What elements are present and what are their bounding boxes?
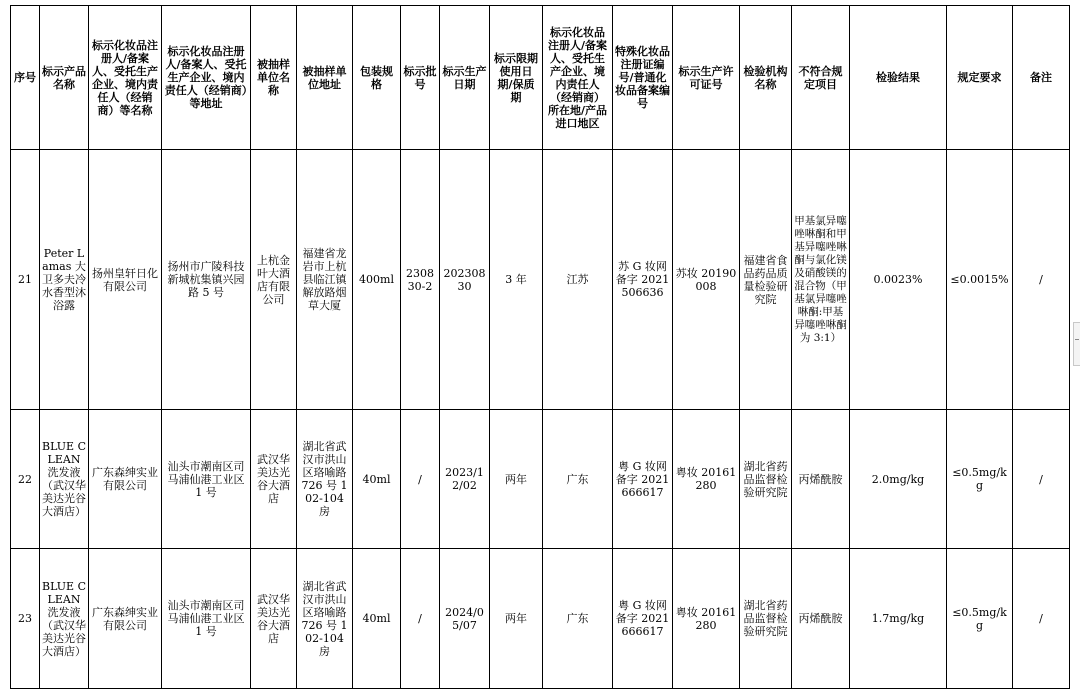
cell-batch: 230830-2 xyxy=(401,150,440,410)
header-cell: 不符合规定项目 xyxy=(792,6,850,150)
cell-company-address: 汕头市潮南区司马浦仙港工业区 1 号 xyxy=(162,549,251,689)
header-cell: 被抽样单位名称 xyxy=(251,6,297,150)
cell-item: 甲基氯异噻唑啉酮和甲基异噻唑啉酮与氯化镁及硝酸镁的混合物（甲基氯异噻唑啉酮:甲基异噻唑啉酮为 3:1） xyxy=(792,150,850,410)
cell-note: / xyxy=(1013,410,1070,549)
header-cell: 标示生产日期 xyxy=(440,6,490,150)
cell-result: 0.0023% xyxy=(850,150,947,410)
header-cell: 标示生产许可证号 xyxy=(673,6,740,150)
cell-sampled-unit: 上杭金叶大酒店有限公司 xyxy=(251,150,297,410)
header-cell: 标示批号 xyxy=(401,6,440,150)
cell-requirement: ≤0.5mg/kg xyxy=(947,410,1013,549)
cell-result: 2.0mg/kg xyxy=(850,410,947,549)
cell-region: 江苏 xyxy=(543,150,613,410)
cell-note: / xyxy=(1013,150,1070,410)
cell-company: 扬州皇轩日化有限公司 xyxy=(89,150,162,410)
cell-reg-no: 粤 G 妆网备字 2021666617 xyxy=(613,549,673,689)
cell-result: 1.7mg/kg xyxy=(850,549,947,689)
cell-batch: / xyxy=(401,549,440,689)
cell-shelf-life: 两年 xyxy=(490,410,543,549)
cell-product: Peter Lamas 大卫多夫冷水香型沐浴露 xyxy=(40,150,89,410)
cell-sampled-unit: 武汉华美达光谷大酒店 xyxy=(251,549,297,689)
cell-reg-no: 苏 G 妆网备字 2021506636 xyxy=(613,150,673,410)
cell-spec: 40ml xyxy=(353,410,401,549)
cell-lab: 湖北省药品监督检验研究院 xyxy=(740,410,792,549)
cell-shelf-life: 3 年 xyxy=(490,150,543,410)
cell-sampled-address: 福建省龙岩市上杭县临江镇解放路烟草大厦 xyxy=(297,150,353,410)
side-scroll-handle[interactable] xyxy=(1073,322,1080,366)
cell-region: 广东 xyxy=(543,410,613,549)
header-cell: 标示化妆品注册人/备案人、受托生产企业、境内责任人（经销商）等地址 xyxy=(162,6,251,150)
cell-seq: 23 xyxy=(11,549,40,689)
cell-product: BLUE CLEAN 洗发液（武汉华美达光谷大酒店） xyxy=(40,549,89,689)
header-cell: 被抽样单位地址 xyxy=(297,6,353,150)
header-cell: 序号 xyxy=(11,6,40,150)
header-cell: 备注 xyxy=(1013,6,1070,150)
header-cell: 特殊化妆品注册证编号/普通化妆品备案编号 xyxy=(613,6,673,150)
table-row xyxy=(11,150,1070,410)
header-cell: 检验结果 xyxy=(850,6,947,150)
header-cell: 标示化妆品注册人/备案人、受托生产企业、境内责任人（经销商）等名称 xyxy=(89,6,162,150)
header-cell: 标示限期使用日期/保质期 xyxy=(490,6,543,150)
header-cell: 标示产品名称 xyxy=(40,6,89,150)
cell-prod-date: 2023/12/02 xyxy=(440,410,490,549)
cell-seq: 21 xyxy=(11,150,40,410)
cell-batch: / xyxy=(401,410,440,549)
cell-note: / xyxy=(1013,549,1070,689)
cell-reg-no: 粤 G 妆网备字 2021666617 xyxy=(613,410,673,549)
cell-item: 丙烯酰胺 xyxy=(792,549,850,689)
header-cell: 包装规格 xyxy=(353,6,401,150)
header-cell: 规定要求 xyxy=(947,6,1013,150)
cell-license: 苏妆 20190008 xyxy=(673,150,740,410)
cell-lab: 湖北省药品监督检验研究院 xyxy=(740,549,792,689)
cell-company: 广东森绅实业有限公司 xyxy=(89,410,162,549)
cell-license: 粤妆 20161280 xyxy=(673,549,740,689)
cell-sampled-unit: 武汉华美达光谷大酒店 xyxy=(251,410,297,549)
table-header-row xyxy=(11,6,1070,150)
cell-prod-date: 20230830 xyxy=(440,150,490,410)
header-cell: 检验机构名称 xyxy=(740,6,792,150)
cell-prod-date: 2024/05/07 xyxy=(440,549,490,689)
cell-spec: 400ml xyxy=(353,150,401,410)
cell-seq: 22 xyxy=(11,410,40,549)
table-row xyxy=(11,549,1070,689)
cell-license: 粤妆 20161280 xyxy=(673,410,740,549)
cell-requirement: ≤0.5mg/kg xyxy=(947,549,1013,689)
cell-region: 广东 xyxy=(543,549,613,689)
cell-item: 丙烯酰胺 xyxy=(792,410,850,549)
cell-company-address: 扬州市广陵科技新城杭集镇兴园路 5 号 xyxy=(162,150,251,410)
table-row xyxy=(11,410,1070,549)
cell-sampled-address: 湖北省武汉市洪山区珞喻路 726 号 102-104 房 xyxy=(297,549,353,689)
header-cell: 标示化妆品注册人/备案人、受托生产企业、境内责任人（经销商）所在地/产品进口地区 xyxy=(543,6,613,150)
cell-sampled-address: 湖北省武汉市洪山区珞喻路 726 号 102-104 房 xyxy=(297,410,353,549)
inspection-results-table xyxy=(10,5,1070,689)
cell-shelf-life: 两年 xyxy=(490,549,543,689)
cell-company: 广东森绅实业有限公司 xyxy=(89,549,162,689)
cell-product: BLUE CLEAN 洗发液（武汉华美达光谷大酒店） xyxy=(40,410,89,549)
cell-company-address: 汕头市潮南区司马浦仙港工业区 1 号 xyxy=(162,410,251,549)
handle-grip-icon xyxy=(1075,339,1079,346)
cell-requirement: ≤0.0015% xyxy=(947,150,1013,410)
cell-lab: 福建省食品药品质量检验研究院 xyxy=(740,150,792,410)
cell-spec: 40ml xyxy=(353,549,401,689)
